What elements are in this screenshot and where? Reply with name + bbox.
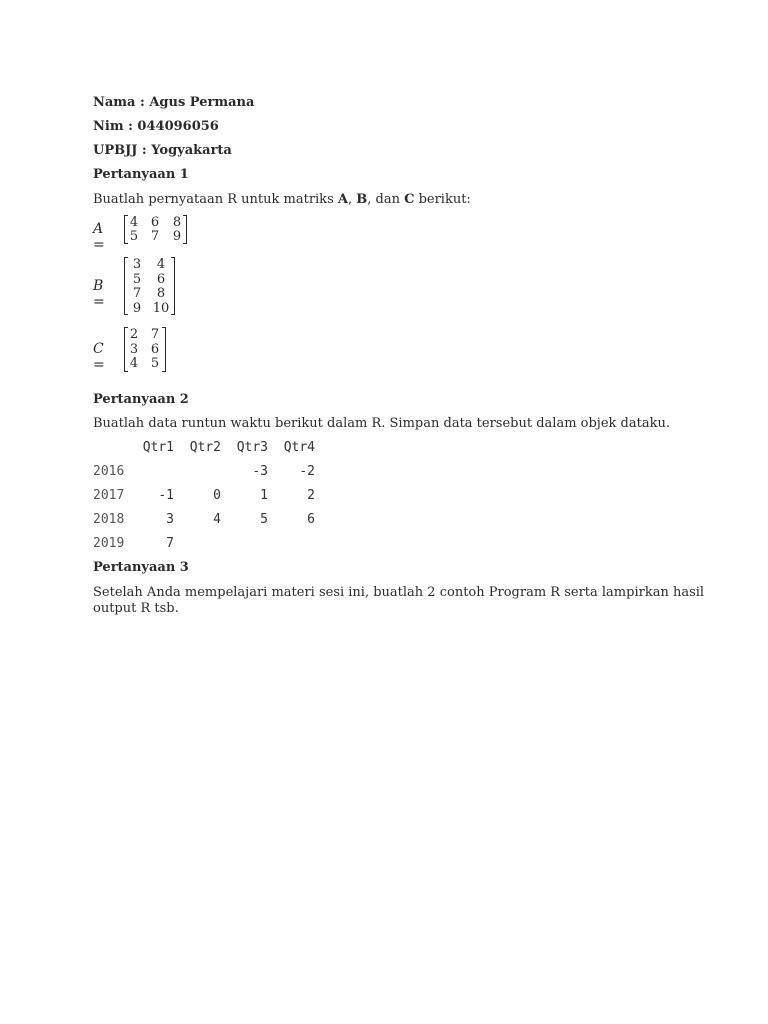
- table-cell: 6: [307, 512, 315, 527]
- table-cell: 4: [213, 512, 221, 527]
- matrix-c-cell: 7: [150, 327, 160, 342]
- matrix-b: [124, 257, 175, 315]
- matrix-c-cell: 3: [129, 341, 139, 357]
- matrix-b-cell: 10: [152, 300, 170, 316]
- table-cell: 5: [260, 512, 268, 527]
- table-row-year: 2019: [93, 536, 125, 551]
- matrix-b-cell: 3: [132, 257, 142, 272]
- matrix-b-label: B =: [93, 278, 105, 310]
- right-bracket: [171, 257, 175, 315]
- matrix-b-cell: 9: [132, 300, 142, 316]
- question-3-title: Pertanyaan 3: [93, 560, 189, 575]
- question-2-text: Buatlah data runtun waktu berikut dalam R. Simpan data tersebut dalam objek dataku.: [93, 416, 670, 431]
- matrix-b-cell: 8: [156, 286, 166, 301]
- student-nim: Nim : 044096056: [93, 119, 219, 134]
- student-name: Nama : Agus Permana: [93, 95, 255, 110]
- q1-text-post: berikut:: [414, 192, 471, 207]
- table-cell: -2: [299, 464, 315, 479]
- q1-sep2: , dan: [367, 192, 405, 207]
- matrix-a-cell: 6: [150, 215, 160, 230]
- document-page: [93, 0, 705, 1024]
- table-header-cell: Qtr2: [189, 440, 221, 455]
- matrix-c-cell: 4: [129, 356, 139, 371]
- table-header-cell: Qtr1: [142, 440, 174, 455]
- matrix-a-cell: 5: [129, 229, 139, 244]
- table-header-cell: Qtr3: [236, 440, 268, 455]
- table-cell: -1: [158, 488, 174, 503]
- table-cell: 7: [166, 536, 174, 551]
- matrix-b-cell: 7: [132, 286, 142, 301]
- table-cell: -3: [252, 464, 268, 479]
- question-3-text-line2: output R tsb.: [93, 601, 179, 616]
- matrix-b-cell: 5: [132, 271, 142, 287]
- matrix-c-cell: 2: [129, 327, 139, 342]
- matrix-c-cell: 6: [150, 341, 160, 357]
- matrix-c-label: C =: [93, 341, 105, 373]
- matrix-a-label: A =: [93, 221, 105, 253]
- matrix-b-cell: 4: [156, 257, 166, 272]
- matrix-a-cell: 8: [172, 215, 182, 230]
- matrix-c: [124, 327, 166, 372]
- table-row-year: 2017: [93, 488, 125, 503]
- student-upbjj: UPBJJ : Yogyakarta: [93, 143, 232, 158]
- q1-matrix-b-ref: B: [356, 192, 368, 207]
- table-cell: 2: [307, 488, 315, 503]
- q1-text-pre: Buatlah pernyataan R untuk matriks: [93, 192, 338, 207]
- question-2-title: Pertanyaan 2: [93, 392, 189, 407]
- table-header-cell: Qtr4: [283, 440, 315, 455]
- table-row-year: 2016: [93, 464, 125, 479]
- table-row-year: 2018: [93, 512, 125, 527]
- q1-matrix-c-ref: C: [404, 192, 415, 207]
- matrix-a: [124, 215, 187, 244]
- table-cell: 0: [213, 488, 221, 503]
- matrix-a-cell: 9: [172, 229, 182, 244]
- time-series-table: [93, 440, 353, 560]
- matrix-b-cell: 6: [156, 271, 166, 287]
- matrix-c-cell: 5: [150, 356, 160, 371]
- matrix-a-cell: 7: [150, 229, 160, 244]
- matrix-a-cell: 4: [129, 215, 139, 230]
- question-1-text: [93, 192, 471, 208]
- q1-sep1: ,: [347, 192, 357, 207]
- question-1-title: Pertanyaan 1: [93, 167, 189, 182]
- table-cell: 3: [166, 512, 174, 527]
- question-3-text-line1: Setelah Anda mempelajari materi sesi ini, buatlah 2 contoh Program R serta lampirkan hasil: [93, 585, 705, 600]
- q1-matrix-a-ref: A: [337, 192, 348, 207]
- table-cell: 1: [260, 488, 268, 503]
